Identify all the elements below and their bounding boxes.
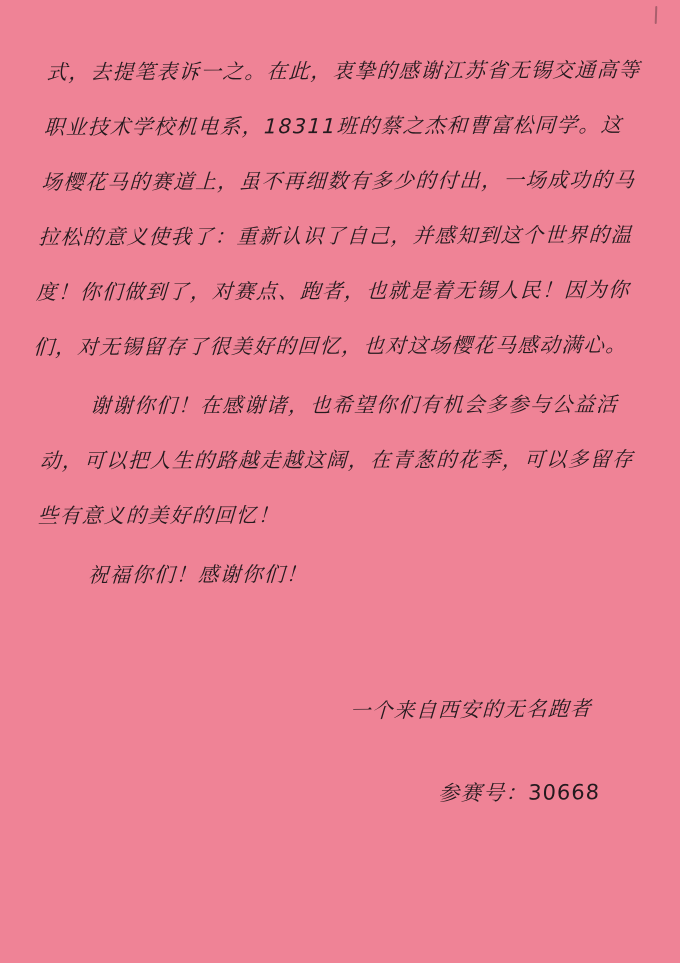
bib-number-value: 30668 [527, 780, 601, 805]
letter-paragraph-3: 祝福你们！感谢你们！ [87, 562, 309, 588]
letter-signature: 一个来自西安的无名跑者 [349, 696, 593, 723]
letter-paragraph-2: 谢谢你们！在感谢诸，也希望你们有机会多参与公益活动，可以把人生的路越走越这阔，在青葱的花季，可以多留存些有意义的美好的回忆！ [37, 392, 635, 528]
bib-number-label: 参赛号： [437, 780, 529, 806]
bib-number-line [39, 776, 641, 810]
letter-paragraph-1: 式，去提笔表诉一之。在此，衷挚的感谢江苏省无锡交通高等职业技术学校机电系，18311班的蔡之杰和曹富松同学。这场樱花马的赛道上，虽不再细数有多少的付出，一场成功的马拉松的意义使我了：重新认识了自己，并感知到这个世界的温度！你们做到了，对赛点、跑者，也就是着无锡人民！因为你们，对无锡留存了很美好的回忆，也对这场樱花马感动满心。 [32, 57, 642, 360]
